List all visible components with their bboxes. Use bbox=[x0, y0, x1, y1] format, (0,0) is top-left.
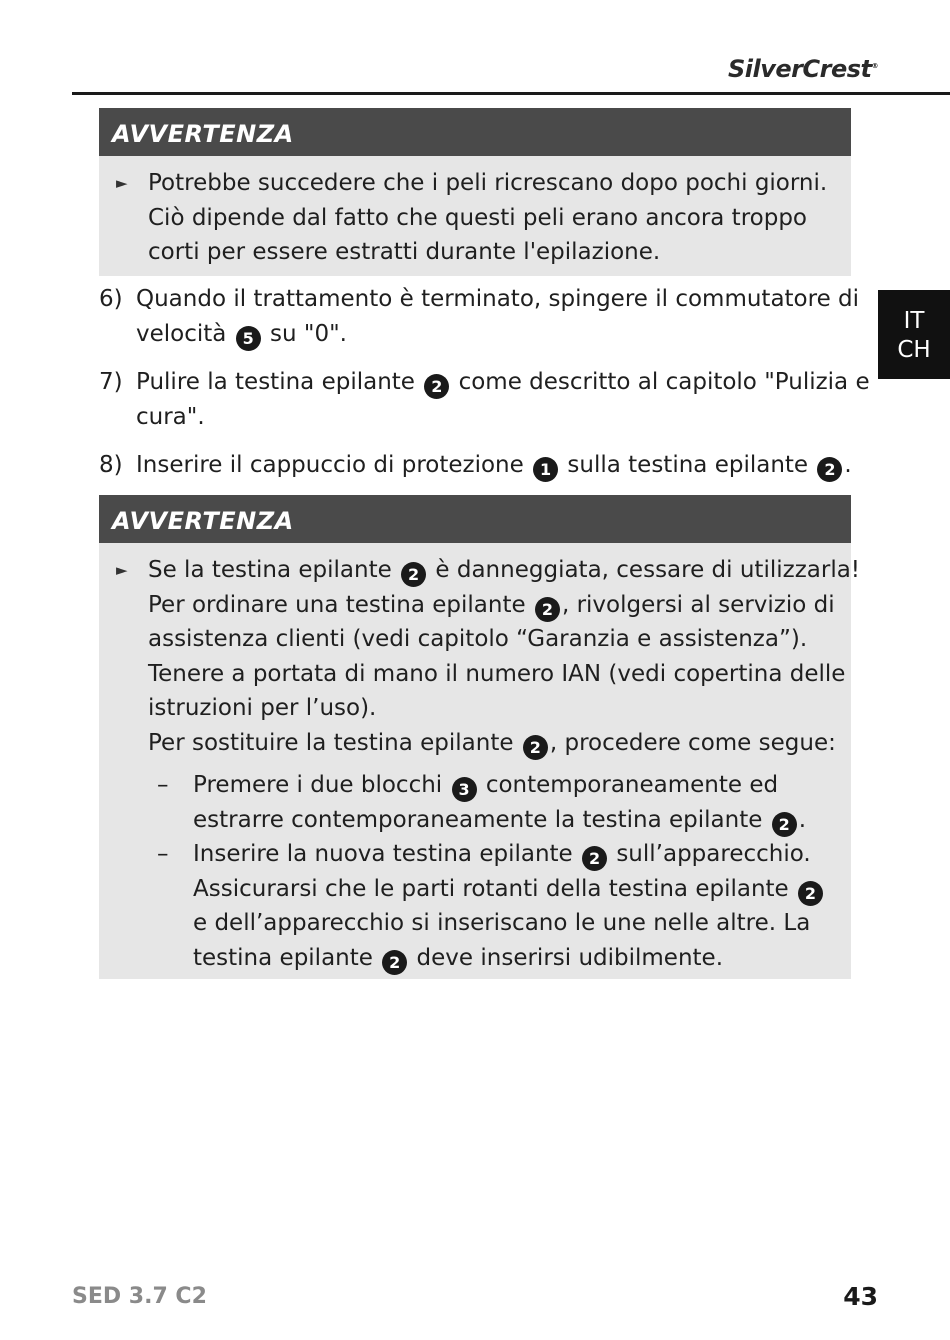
warning-box-1 bbox=[99, 108, 851, 276]
step-number: 6) bbox=[99, 286, 123, 312]
warning-title: AVVERTENZA bbox=[99, 495, 851, 543]
step-text: Pulire la testina epilante 2 come descritto al capitolo "Pulizia e bbox=[136, 365, 851, 400]
language-tab bbox=[878, 290, 950, 379]
part-number-badge: 2 bbox=[772, 812, 797, 837]
sub-step-line: Premere i due blocchi 3 contemporaneamente ed bbox=[193, 768, 831, 803]
part-number-badge: 3 bbox=[452, 777, 477, 802]
warning-line: corti per essere estratti durante l'epilazione. bbox=[148, 239, 661, 265]
warning-line: Per sostituire la testina epilante 2 , procedere come segue: bbox=[148, 726, 831, 761]
warning-title: AVVERTENZA bbox=[99, 108, 851, 156]
step-number: 7) bbox=[99, 369, 123, 395]
part-number-badge: 5 bbox=[236, 326, 261, 351]
language-tab-it: IT bbox=[903, 308, 925, 334]
step-text: Quando il trattamento è terminato, spingere il commutatore di bbox=[136, 286, 860, 312]
warning-bullet bbox=[112, 166, 831, 270]
part-number-badge: 2 bbox=[424, 374, 449, 399]
warning-line: istruzioni per l’uso). bbox=[148, 695, 377, 721]
sub-step-line: Inserire la nuova testina epilante 2 sull’apparecchio. bbox=[193, 837, 831, 872]
arrow-bullet-icon: ► bbox=[116, 561, 128, 579]
warning-line: Potrebbe succedere che i peli ricrescano dopo pochi giorni. bbox=[148, 170, 828, 196]
page-number: 43 bbox=[843, 1282, 878, 1311]
step-list bbox=[99, 282, 870, 497]
warning-box-2 bbox=[99, 495, 861, 979]
step-number: 8) bbox=[99, 452, 123, 478]
dash-bullet: – bbox=[157, 841, 169, 867]
warning-line: Per ordinare una testina epilante 2 , rivolgersi al servizio di bbox=[148, 588, 831, 623]
step-text: Inserire il cappuccio di protezione 1 sulla testina epilante 2 . bbox=[136, 448, 851, 483]
sub-step-line: estrarre contemporaneamente la testina epilante 2 . bbox=[193, 803, 831, 838]
step-8 bbox=[99, 448, 851, 483]
step-text: cura". bbox=[136, 403, 205, 430]
part-number-badge: 2 bbox=[798, 881, 823, 906]
part-number-badge: 1 bbox=[533, 457, 558, 482]
step-text: velocità 5 su "0". bbox=[136, 317, 851, 352]
part-number-badge: 2 bbox=[535, 597, 560, 622]
warning-bullet bbox=[112, 553, 861, 760]
sub-step-line: testina epilante 2 deve inserirsi udibilmente. bbox=[193, 941, 831, 976]
brand-logo: SilverCrest® bbox=[728, 55, 878, 83]
sub-step-line: Assicurarsi che le parti rotanti della testina epilante 2 bbox=[193, 872, 831, 907]
part-number-badge: 2 bbox=[582, 846, 607, 871]
part-number-badge: 2 bbox=[817, 457, 842, 482]
language-tab-ch: CH bbox=[897, 337, 931, 363]
warning-line: Tenere a portata di mano il numero IAN (vedi copertina delle bbox=[148, 660, 846, 687]
dash-bullet: – bbox=[157, 772, 169, 798]
step-7 bbox=[99, 365, 870, 434]
part-number-badge: 2 bbox=[382, 950, 407, 975]
part-number-badge: 2 bbox=[401, 562, 426, 587]
part-number-badge: 2 bbox=[523, 735, 548, 760]
footer-model-number: SED 3.7 C2 bbox=[72, 1284, 207, 1309]
header-rule bbox=[72, 92, 950, 95]
warning-line: Ciò dipende dal fatto che questi peli erano ancora troppo bbox=[148, 204, 807, 231]
step-6 bbox=[99, 282, 860, 351]
sub-step-1 bbox=[112, 768, 831, 837]
warning-line: assistenza clienti (vedi capitolo “Garanzia e assistenza”). bbox=[148, 626, 808, 652]
sub-step-2 bbox=[112, 837, 831, 975]
warning-line: Se la testina epilante 2 è danneggiata, cessare di utilizzarla! bbox=[148, 553, 831, 588]
sub-step-line: e dell’apparecchio si inseriscano le une nelle altre. La bbox=[193, 910, 811, 936]
arrow-bullet-icon: ► bbox=[116, 174, 128, 192]
